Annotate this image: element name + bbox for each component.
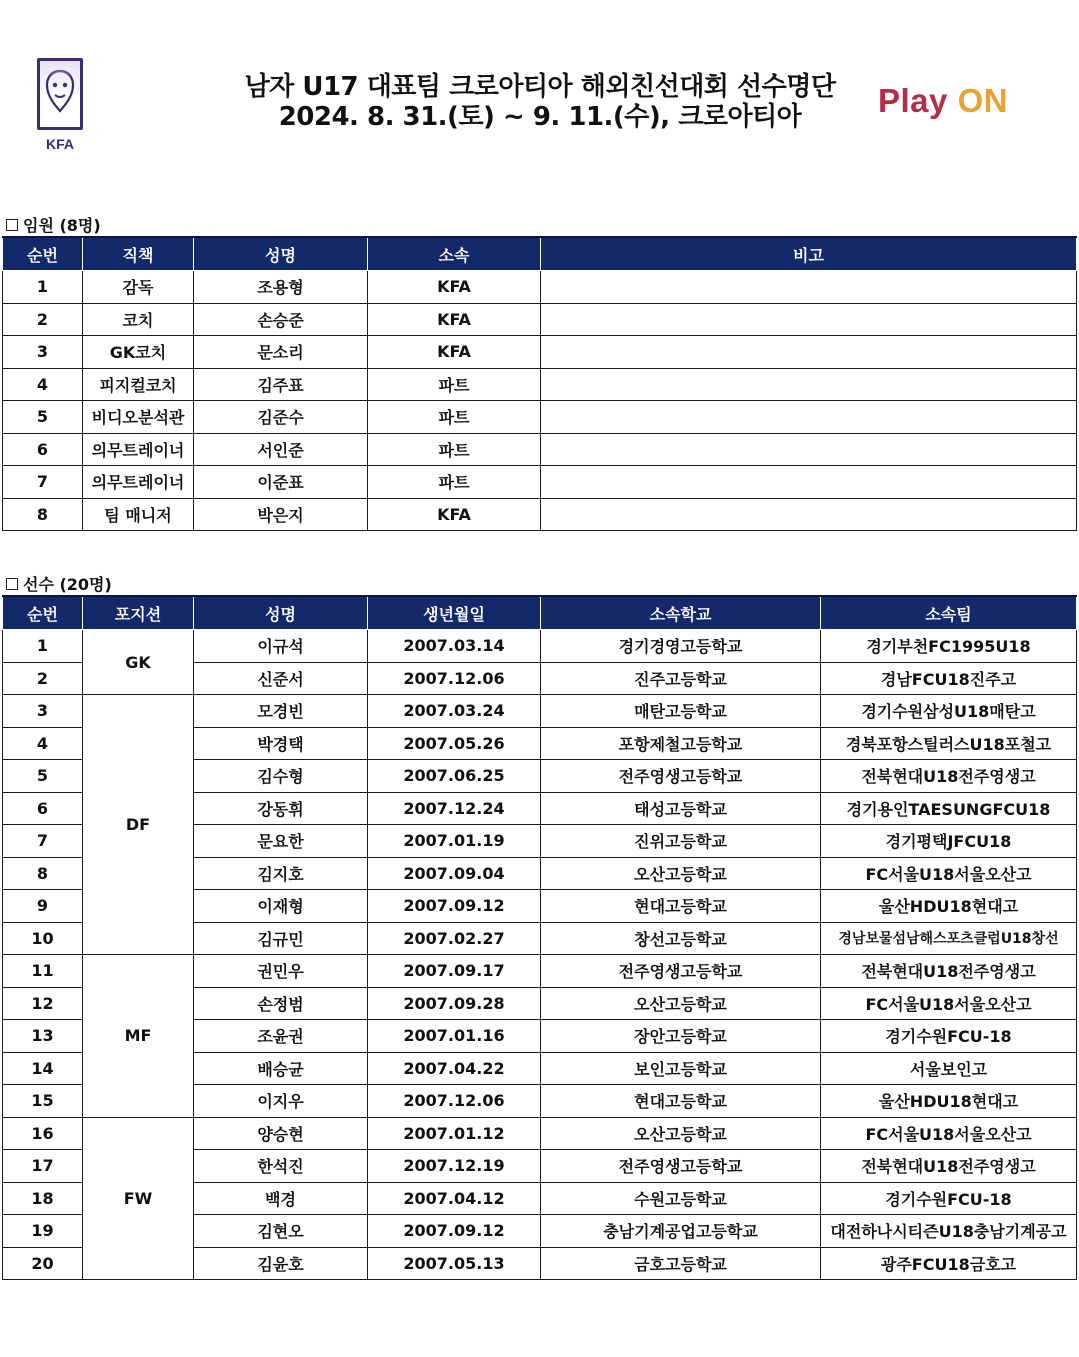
position-group-cell: GK — [83, 630, 194, 695]
kfa-emblem-icon — [37, 58, 83, 130]
table-row — [3, 271, 1077, 304]
staff-header-row — [3, 237, 1077, 271]
table-row — [3, 695, 1077, 728]
name-cell: 문소리 — [194, 336, 368, 369]
team-cell: 경기용인TAESUNGFCU18 — [821, 792, 1077, 825]
school-cell: 전주영생고등학교 — [541, 1150, 821, 1183]
table-row — [3, 336, 1077, 369]
name-cell: 박은지 — [194, 498, 368, 531]
row-number-cell: 20 — [3, 1247, 83, 1280]
name-cell: 이지우 — [194, 1085, 368, 1118]
school-cell: 현대고등학교 — [541, 890, 821, 923]
birthdate-cell: 2007.12.06 — [368, 1085, 541, 1118]
players-header-row — [3, 596, 1077, 630]
row-number-cell: 6 — [3, 433, 83, 466]
affiliation-cell: KFA — [368, 271, 541, 304]
row-number-cell: 19 — [3, 1215, 83, 1248]
school-cell: 진주고등학교 — [541, 662, 821, 695]
row-number-cell: 4 — [3, 727, 83, 760]
title-line-2: 2024. 8. 31.(토) ~ 9. 11.(수), 크로아티아 — [278, 102, 802, 132]
play-on-brand — [878, 82, 1008, 120]
table-row — [3, 368, 1077, 401]
role-cell: 비디오분석관 — [83, 401, 194, 434]
team-cell: 경기부천FC1995U18 — [821, 630, 1077, 663]
row-number-cell: 11 — [3, 955, 83, 988]
table-row — [3, 401, 1077, 434]
name-cell: 이규석 — [194, 630, 368, 663]
school-cell: 진위고등학교 — [541, 825, 821, 858]
name-cell: 배승균 — [194, 1052, 368, 1085]
name-cell: 김윤호 — [194, 1247, 368, 1280]
row-number-cell: 2 — [3, 303, 83, 336]
document-title — [210, 72, 870, 132]
role-cell: 의무트레이너 — [83, 433, 194, 466]
row-number-cell: 5 — [3, 401, 83, 434]
kfa-logo — [34, 58, 86, 158]
birthdate-cell: 2007.12.06 — [368, 662, 541, 695]
row-number-cell: 1 — [3, 271, 83, 304]
name-cell: 김지호 — [194, 857, 368, 890]
column-header: 포지션 — [83, 596, 194, 630]
logo-text: KFA — [46, 136, 74, 152]
staff-section-title — [6, 213, 101, 236]
name-cell: 한석진 — [194, 1150, 368, 1183]
position-group-cell: DF — [83, 695, 194, 955]
team-cell: 경기수원FCU-18 — [821, 1020, 1077, 1053]
row-number-cell: 10 — [3, 922, 83, 955]
column-header: 소속팀 — [821, 596, 1077, 630]
table-row — [3, 466, 1077, 499]
team-cell: FC서울U18서울오산고 — [821, 857, 1077, 890]
row-number-cell: 7 — [3, 466, 83, 499]
name-cell: 강동휘 — [194, 792, 368, 825]
checkbox-square-icon — [6, 219, 18, 231]
birthdate-cell: 2007.12.19 — [368, 1150, 541, 1183]
school-cell: 수원고등학교 — [541, 1182, 821, 1215]
team-cell: 경남보물섬남해스포츠클럽U18창선 — [821, 922, 1077, 955]
name-cell: 문요한 — [194, 825, 368, 858]
school-cell: 오산고등학교 — [541, 1117, 821, 1150]
staff-section-label: 임원 (8명) — [23, 216, 101, 235]
role-cell: GK코치 — [83, 336, 194, 369]
affiliation-cell: KFA — [368, 498, 541, 531]
players-table — [2, 595, 1077, 1280]
birthdate-cell: 2007.02.27 — [368, 922, 541, 955]
school-cell: 창선고등학교 — [541, 922, 821, 955]
school-cell: 태성고등학교 — [541, 792, 821, 825]
name-cell: 김현오 — [194, 1215, 368, 1248]
role-cell: 의무트레이너 — [83, 466, 194, 499]
column-header: 생년월일 — [368, 596, 541, 630]
school-cell: 충남기계공업고등학교 — [541, 1215, 821, 1248]
team-cell: 서울보인고 — [821, 1052, 1077, 1085]
name-cell: 김주표 — [194, 368, 368, 401]
column-header: 비고 — [541, 237, 1077, 271]
team-cell: FC서울U18서울오산고 — [821, 1117, 1077, 1150]
team-cell: 전북현대U18전주영생고 — [821, 1150, 1077, 1183]
team-cell: 경남FCU18진주고 — [821, 662, 1077, 695]
column-header: 소속 — [368, 237, 541, 271]
row-number-cell: 7 — [3, 825, 83, 858]
team-cell: 경기수원FCU-18 — [821, 1182, 1077, 1215]
row-number-cell: 3 — [3, 695, 83, 728]
row-number-cell: 3 — [3, 336, 83, 369]
affiliation-cell: KFA — [368, 336, 541, 369]
role-cell: 피지컬코치 — [83, 368, 194, 401]
table-row — [3, 303, 1077, 336]
players-section-label: 선수 (20명) — [23, 575, 112, 594]
name-cell: 조윤권 — [194, 1020, 368, 1053]
birthdate-cell: 2007.12.24 — [368, 792, 541, 825]
column-header: 성명 — [194, 237, 368, 271]
school-cell: 금호고등학교 — [541, 1247, 821, 1280]
birthdate-cell: 2007.03.24 — [368, 695, 541, 728]
table-row — [3, 955, 1077, 988]
row-number-cell: 2 — [3, 662, 83, 695]
name-cell: 백경 — [194, 1182, 368, 1215]
birthdate-cell: 2007.03.14 — [368, 630, 541, 663]
school-cell: 현대고등학교 — [541, 1085, 821, 1118]
table-row — [3, 630, 1077, 663]
birthdate-cell: 2007.04.12 — [368, 1182, 541, 1215]
row-number-cell: 15 — [3, 1085, 83, 1118]
brand-on: ON — [957, 82, 1009, 119]
position-group-cell: MF — [83, 955, 194, 1118]
column-header: 순번 — [3, 596, 83, 630]
team-cell: 경기평택JFCU18 — [821, 825, 1077, 858]
column-header: 성명 — [194, 596, 368, 630]
title-line-1: 남자 U17 대표팀 크로아티아 해외친선대회 선수명단 — [244, 72, 836, 102]
birthdate-cell: 2007.09.12 — [368, 1215, 541, 1248]
name-cell: 김규민 — [194, 922, 368, 955]
birthdate-cell: 2007.01.12 — [368, 1117, 541, 1150]
birthdate-cell: 2007.09.17 — [368, 955, 541, 988]
name-cell: 모경빈 — [194, 695, 368, 728]
name-cell: 박경택 — [194, 727, 368, 760]
birthdate-cell: 2007.01.19 — [368, 825, 541, 858]
birthdate-cell: 2007.09.28 — [368, 987, 541, 1020]
row-number-cell: 5 — [3, 760, 83, 793]
team-cell: 전북현대U18전주영생고 — [821, 760, 1077, 793]
school-cell: 포항제철고등학교 — [541, 727, 821, 760]
row-number-cell: 4 — [3, 368, 83, 401]
role-cell: 팀 매니저 — [83, 498, 194, 531]
remarks-cell — [541, 303, 1077, 336]
checkbox-square-icon — [6, 578, 18, 590]
team-cell: 대전하나시티즌U18충남기계공고 — [821, 1215, 1077, 1248]
row-number-cell: 8 — [3, 498, 83, 531]
name-cell: 손승준 — [194, 303, 368, 336]
school-cell: 오산고등학교 — [541, 857, 821, 890]
affiliation-cell: 파트 — [368, 368, 541, 401]
row-number-cell: 14 — [3, 1052, 83, 1085]
school-cell: 전주영생고등학교 — [541, 955, 821, 988]
row-number-cell: 17 — [3, 1150, 83, 1183]
table-row — [3, 433, 1077, 466]
school-cell: 장안고등학교 — [541, 1020, 821, 1053]
row-number-cell: 9 — [3, 890, 83, 923]
birthdate-cell: 2007.05.26 — [368, 727, 541, 760]
row-number-cell: 1 — [3, 630, 83, 663]
players-section-title — [6, 572, 112, 595]
affiliation-cell: 파트 — [368, 466, 541, 499]
row-number-cell: 13 — [3, 1020, 83, 1053]
row-number-cell: 12 — [3, 987, 83, 1020]
role-cell: 감독 — [83, 271, 194, 304]
remarks-cell — [541, 368, 1077, 401]
school-cell: 매탄고등학교 — [541, 695, 821, 728]
column-header: 직책 — [83, 237, 194, 271]
row-number-cell: 8 — [3, 857, 83, 890]
name-cell: 신준서 — [194, 662, 368, 695]
remarks-cell — [541, 498, 1077, 531]
table-row — [3, 498, 1077, 531]
position-group-cell: FW — [83, 1117, 194, 1280]
school-cell: 오산고등학교 — [541, 987, 821, 1020]
team-cell: 광주FCU18금호고 — [821, 1247, 1077, 1280]
name-cell: 권민우 — [194, 955, 368, 988]
birthdate-cell: 2007.09.12 — [368, 890, 541, 923]
affiliation-cell: KFA — [368, 303, 541, 336]
column-header: 소속학교 — [541, 596, 821, 630]
birthdate-cell: 2007.04.22 — [368, 1052, 541, 1085]
row-number-cell: 16 — [3, 1117, 83, 1150]
school-cell: 보인고등학교 — [541, 1052, 821, 1085]
name-cell: 서인준 — [194, 433, 368, 466]
remarks-cell — [541, 433, 1077, 466]
team-cell: 전북현대U18전주영생고 — [821, 955, 1077, 988]
brand-play: Play — [878, 82, 958, 119]
birthdate-cell: 2007.06.25 — [368, 760, 541, 793]
remarks-cell — [541, 401, 1077, 434]
team-cell: 경기수원삼성U18매탄고 — [821, 695, 1077, 728]
team-cell: 경북포항스틸러스U18포철고 — [821, 727, 1077, 760]
team-cell: FC서울U18서울오산고 — [821, 987, 1077, 1020]
column-header: 순번 — [3, 237, 83, 271]
name-cell: 이재형 — [194, 890, 368, 923]
birthdate-cell: 2007.05.13 — [368, 1247, 541, 1280]
team-cell: 울산HDU18현대고 — [821, 1085, 1077, 1118]
school-cell: 전주영생고등학교 — [541, 760, 821, 793]
name-cell: 양승현 — [194, 1117, 368, 1150]
role-cell: 코치 — [83, 303, 194, 336]
affiliation-cell: 파트 — [368, 433, 541, 466]
school-cell: 경기경영고등학교 — [541, 630, 821, 663]
remarks-cell — [541, 336, 1077, 369]
birthdate-cell: 2007.01.16 — [368, 1020, 541, 1053]
table-row — [3, 1117, 1077, 1150]
remarks-cell — [541, 466, 1077, 499]
name-cell: 김수형 — [194, 760, 368, 793]
name-cell: 조용형 — [194, 271, 368, 304]
team-cell: 울산HDU18현대고 — [821, 890, 1077, 923]
row-number-cell: 6 — [3, 792, 83, 825]
name-cell: 손정범 — [194, 987, 368, 1020]
name-cell: 이준표 — [194, 466, 368, 499]
affiliation-cell: 파트 — [368, 401, 541, 434]
remarks-cell — [541, 271, 1077, 304]
row-number-cell: 18 — [3, 1182, 83, 1215]
staff-table — [2, 236, 1077, 531]
name-cell: 김준수 — [194, 401, 368, 434]
birthdate-cell: 2007.09.04 — [368, 857, 541, 890]
